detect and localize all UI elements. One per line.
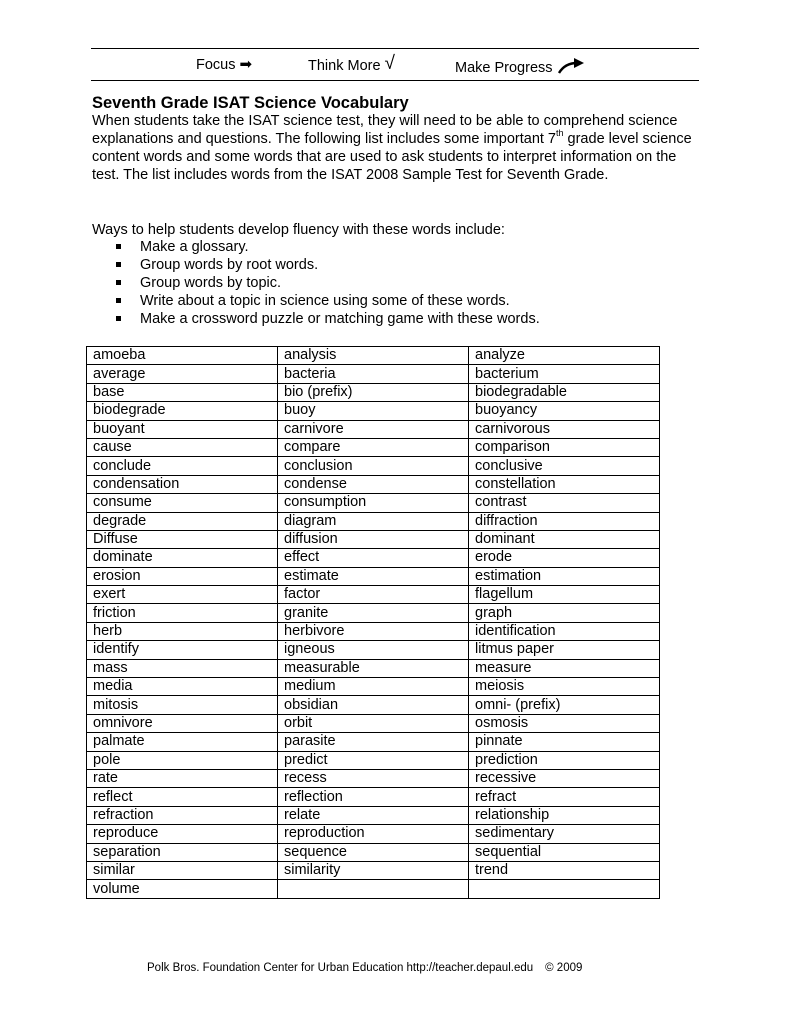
footer [147,961,582,975]
table-cell: herb [87,622,278,640]
table-cell: cause [87,438,278,456]
table-cell: rate [87,769,278,787]
table-cell: consumption [278,494,469,512]
table-row [87,880,660,898]
bullet-text: Make a crossword puzzle or matching game with these words. [140,311,540,327]
table-cell: pole [87,751,278,769]
table-cell: igneous [278,641,469,659]
table-cell: estimation [469,567,660,585]
intro-text-2: grade level science content words and some words that are used to ask students to interpret information on the test. The list includes words from the ISAT 2008 Sample Test for Seventh Grade. [92,131,692,183]
header-bar [91,48,699,81]
table-row [87,825,660,843]
table-row [87,622,660,640]
table-cell: analysis [278,347,469,365]
table-row [87,365,660,383]
table-cell: dominate [87,549,278,567]
table-cell: obsidian [278,696,469,714]
table-cell: buoyant [87,420,278,438]
table-cell: separation [87,843,278,861]
table-cell: consume [87,494,278,512]
table-cell: omni- (prefix) [469,696,660,714]
table-cell: buoy [278,402,469,420]
table-cell: bio (prefix) [278,383,469,401]
table-cell: biodegrade [87,402,278,420]
table-cell: identify [87,641,278,659]
table-cell: sequence [278,843,469,861]
table-cell: orbit [278,714,469,732]
table-cell: effect [278,549,469,567]
table-cell: Diffuse [87,530,278,548]
table-row [87,843,660,861]
table-cell: diagram [278,512,469,530]
bullet-item [114,274,540,292]
table-row [87,678,660,696]
table-cell: flagellum [469,586,660,604]
focus-label: Focus [196,57,236,73]
bullet-item [114,292,540,310]
table-row [87,567,660,585]
table-cell: measurable [278,659,469,677]
make-progress-label: Make Progress [455,60,553,76]
table-cell: bacterium [469,365,660,383]
bullet-item [114,310,540,328]
table-row [87,347,660,365]
table-cell: estimate [278,567,469,585]
table-cell: recessive [469,769,660,787]
table-cell: analyze [469,347,660,365]
table-row [87,788,660,806]
bullet-item [114,256,540,274]
table-cell: identification [469,622,660,640]
table-row [87,861,660,879]
table-row [87,420,660,438]
table-cell: trend [469,861,660,879]
table-cell: similar [87,861,278,879]
bullet-text: Make a glossary. [140,239,249,255]
table-cell: relationship [469,806,660,824]
table-row [87,475,660,493]
table-cell: pinnate [469,733,660,751]
ways-heading: Ways to help students develop fluency with these words include: [92,222,505,238]
table-cell: factor [278,586,469,604]
bullet-square-icon [116,262,121,267]
table-cell: conclusion [278,457,469,475]
table-cell: buoyancy [469,402,660,420]
table-cell: bacteria [278,365,469,383]
table-cell: granite [278,604,469,622]
table-cell: reflection [278,788,469,806]
table-cell: dominant [469,530,660,548]
table-cell: conclusive [469,457,660,475]
table-row [87,714,660,732]
table-cell: reflect [87,788,278,806]
vocabulary-table-body [87,347,660,899]
table-row [87,549,660,567]
check-icon: √ [384,53,395,74]
focus-label-group [196,56,252,74]
table-row [87,733,660,751]
table-cell: meiosis [469,678,660,696]
table-cell: erosion [87,567,278,585]
table-cell: sedimentary [469,825,660,843]
intro-paragraph [92,112,702,184]
table-row [87,512,660,530]
table-cell: erode [469,549,660,567]
page-title: Seventh Grade ISAT Science Vocabulary [92,94,409,112]
table-cell: sequential [469,843,660,861]
bullet-text: Write about a topic in science using some of these words. [140,293,510,309]
table-cell: carnivore [278,420,469,438]
bullet-text: Group words by topic. [140,275,282,291]
table-cell: graph [469,604,660,622]
table-cell: carnivorous [469,420,660,438]
table-cell: refraction [87,806,278,824]
table-cell: recess [278,769,469,787]
table-cell: measure [469,659,660,677]
table-cell: refract [469,788,660,806]
table-row [87,769,660,787]
table-cell: similarity [278,861,469,879]
table-row [87,530,660,548]
table-row [87,641,660,659]
table-row [87,604,660,622]
table-cell: conclude [87,457,278,475]
curved-arrow-icon [557,58,585,79]
table-row [87,751,660,769]
footer-text: Polk Bros. Foundation Center for Urban Education http://teacher.depaul.edu [147,962,534,974]
right-arrow-icon: ➡ [239,56,253,73]
table-cell: diffusion [278,530,469,548]
table-cell: constellation [469,475,660,493]
table-cell [278,880,469,898]
table-row [87,586,660,604]
table-row [87,806,660,824]
footer-copyright: © 2009 [545,962,583,974]
table-cell: base [87,383,278,401]
table-cell: herbivore [278,622,469,640]
table-row [87,494,660,512]
table-cell: contrast [469,494,660,512]
table-cell: relate [278,806,469,824]
table-cell: reproduce [87,825,278,843]
intro-superscript: th [556,128,564,139]
table-row [87,438,660,456]
table-cell: friction [87,604,278,622]
table-cell: compare [278,438,469,456]
table-cell: volume [87,880,278,898]
table-cell: mass [87,659,278,677]
table-row [87,457,660,475]
table-cell: parasite [278,733,469,751]
table-cell: condensation [87,475,278,493]
table-cell: mitosis [87,696,278,714]
think-more-group [308,53,395,75]
bullet-item [114,238,540,256]
table-cell: litmus paper [469,641,660,659]
table-cell: comparison [469,438,660,456]
table-cell: amoeba [87,347,278,365]
bullet-list [114,238,540,328]
table-cell: palmate [87,733,278,751]
table-cell: osmosis [469,714,660,732]
think-more-label: Think More [308,58,381,74]
table-cell: prediction [469,751,660,769]
table-cell: omnivore [87,714,278,732]
table-row [87,659,660,677]
table-cell: exert [87,586,278,604]
table-cell: reproduction [278,825,469,843]
bullet-square-icon [116,244,121,249]
bullet-square-icon [116,316,121,321]
intro-text-1: When students take the ISAT science test, they will need to be able to comprehend science explanations and questions. The following list includes some important 7 [92,113,678,147]
table-row [87,402,660,420]
table-cell: predict [278,751,469,769]
table-cell: degrade [87,512,278,530]
table-cell: medium [278,678,469,696]
table-cell: average [87,365,278,383]
bullet-square-icon [116,280,121,285]
make-progress-group [455,56,585,77]
vocabulary-table [86,346,660,899]
table-cell: biodegradable [469,383,660,401]
table-cell: media [87,678,278,696]
table-cell: condense [278,475,469,493]
table-cell: diffraction [469,512,660,530]
bullet-square-icon [116,298,121,303]
table-row [87,383,660,401]
table-cell [469,880,660,898]
bullet-text: Group words by root words. [140,257,319,273]
table-row [87,696,660,714]
